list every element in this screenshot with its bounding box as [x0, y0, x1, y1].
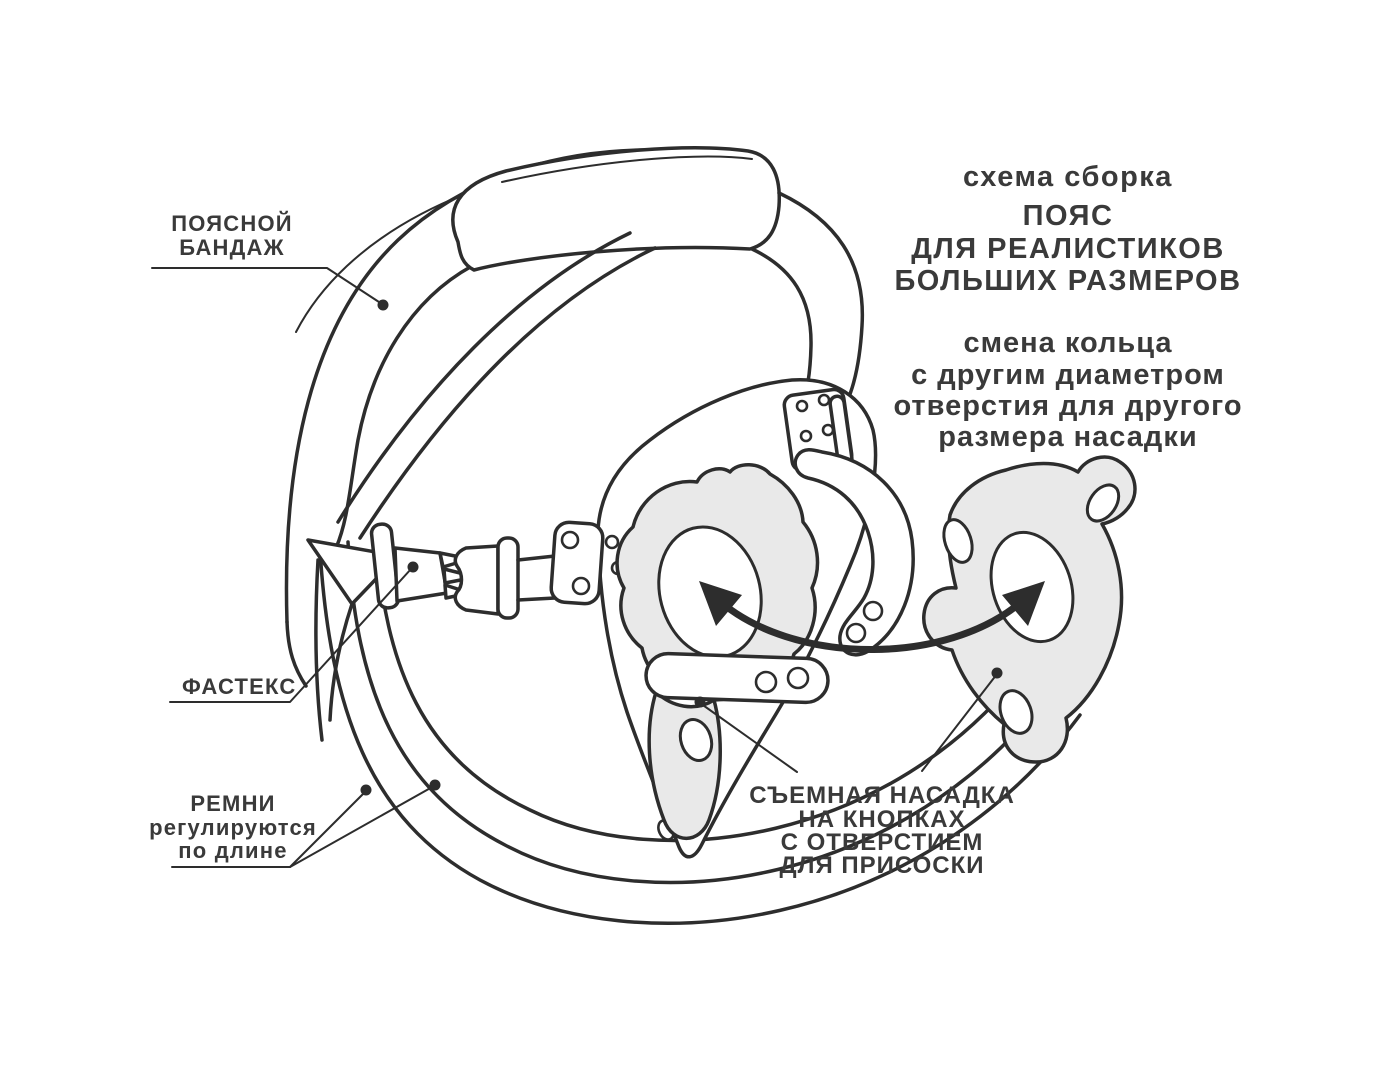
snap-button-hole: [819, 395, 829, 405]
nozzle-lower-tab: [649, 692, 720, 838]
plate-snap-hole: [606, 536, 618, 548]
buckle-strap-top-edge: [518, 556, 555, 560]
removable-note-line-1: СЪЕМНАЯ НАСАДКА: [749, 782, 1015, 809]
belt-inner-edge: [336, 266, 472, 548]
snap-button-hole: [823, 425, 833, 435]
mounted-ring-drawing: [617, 450, 913, 839]
title-line-4: БОЛЬШИХ РАЗМЕРОВ: [894, 265, 1242, 297]
removable-note-line-3: С ОТВЕРСТИЕМ: [780, 829, 984, 856]
removable-note-line-4: ДЛЯ ПРИСОСКИ: [779, 852, 985, 879]
subtitle-line-1: смена кольца: [963, 327, 1173, 359]
title-line-2: ПОЯС: [1022, 200, 1114, 232]
fastex-female-body: [455, 546, 498, 614]
subtitle-line-3: отверстия для другого: [893, 390, 1243, 422]
connector-snap-hole: [573, 578, 589, 594]
title-line-1: схема сборка: [963, 161, 1173, 193]
leader-dot: [430, 780, 441, 791]
ring-tab-snap-hole: [788, 668, 808, 688]
ring-tab-snap-hole: [756, 672, 776, 692]
fastex-slider-right: [498, 538, 518, 618]
subtitle-line-4: размера насадки: [938, 421, 1198, 453]
straps-label-line-2: регулируются: [149, 815, 317, 840]
straps-label-line-3: по длине: [178, 838, 288, 863]
subtitle-line-2: с другим диаметром: [911, 359, 1225, 391]
leader-dot: [378, 300, 389, 311]
leader-dot: [695, 697, 706, 708]
connector-snap-hole: [562, 532, 578, 548]
belt-pad: [453, 148, 779, 270]
waist-band-leader: [152, 268, 382, 304]
straps-label-line-1: РЕМНИ: [190, 791, 276, 816]
removable-leader-right: [922, 674, 997, 771]
leader-dot: [408, 562, 419, 573]
leader-dot: [361, 785, 372, 796]
leader-dot: [992, 668, 1003, 679]
waist-band-label-line-1: ПОЯСНОЙ: [171, 211, 293, 236]
buckle-strap-bottom-edge: [518, 598, 555, 600]
fastex-label: ФАСТЕКС: [182, 674, 297, 699]
snap-button-hole: [797, 401, 807, 411]
waist-band-label-line-2: БАНДАЖ: [179, 235, 285, 260]
title-line-3: ДЛЯ РЕАЛИСТИКОВ: [911, 233, 1225, 265]
flap-strap-line: [316, 560, 322, 740]
handle-snap-hole: [864, 602, 882, 620]
snap-button-hole: [801, 431, 811, 441]
handle-snap-hole: [847, 624, 865, 642]
removable-note-line-2: НА КНОПКАХ: [798, 806, 966, 833]
fastex-buckle-drawing: [308, 521, 604, 740]
